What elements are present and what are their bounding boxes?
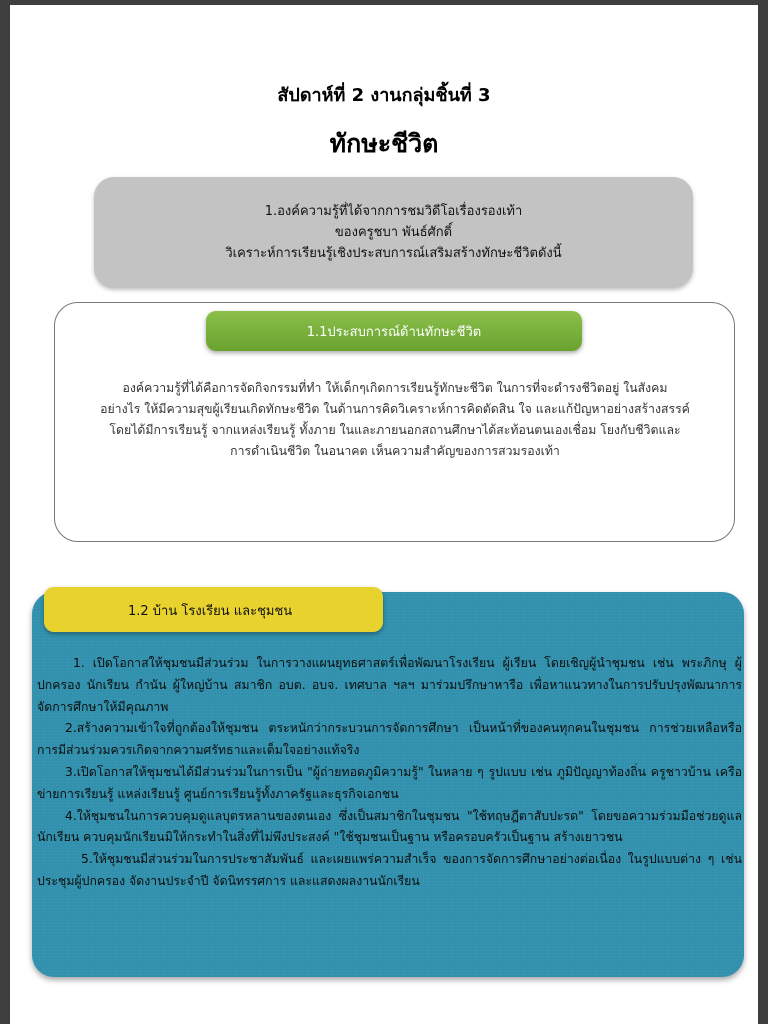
experience-text [60, 378, 730, 462]
community-paragraph: 4.ให้ชุมชนในการควบคุมดูแลบุตรหลานของตนเอง ซึ่งเป็นสมาชิกในชุมชน "ใช้ทฤษฎีตาสับปะรด" โดยขอความร่วมมือช่วยดูแลนักเรียน ควบคุมนักเรียนมิให้กระทำในสิ่งที่ไม่พึงประสงค์ "ใช้ชุมชนเป็นฐาน หรือครอบครัวเป็นฐาน สร้างเยาวชน [37, 808, 742, 845]
experience-line: โดยได้มีการเรียนรู้ จากแหล่งเรียนรู้ ทั้งภาย ในและภายนอกสถานศึกษาได้สะท้อนตนเองเชื่อม โยงกับชีวิตและ [109, 423, 681, 437]
assignment-box [94, 177, 693, 288]
section-1-2-header [44, 587, 383, 632]
experience-line: การดำเนินชีวิต ในอนาคต เห็นความสำคัญของการสวมรองเท้า [230, 444, 560, 458]
assignment-line-2: ของครูชบา พันธ์ศักดิ์ [334, 225, 453, 240]
week-title: สัปดาห์ที่ 2 งานกลุ่มชิ้นที่ 3 [277, 85, 491, 106]
section-1-1-title: 1.1ประสบการณ์ด้านทักษะชีวิต [306, 324, 482, 340]
community-paragraph: 1. เปิดโอกาสให้ชุมชนมีส่วนร่วม ในการวางแผนยุทธศาสตร์เพื่อพัฒนาโรงเรียน ผู้เรียน โดยเชิญผู้นำชุมชน เช่น พระภิกษุ ผู้ปกครอง นักเรียน กำนัน ผู้ใหญ่บ้าน สมาชิก อบต. อบจ. เทศบาล ฯลฯ มาร่วมปรึกษาหารือ เพื่อหาแนวทางในการปรับปรุงพัฒนาการจัดการศึกษาให้มีคุณภาพ [37, 656, 742, 714]
main-title: ทักษะชีวิต [329, 129, 439, 158]
community-list [37, 653, 742, 893]
section-1-1-header [206, 311, 582, 351]
experience-line: อย่างไร ให้มีความสุขผู้เรียนเกิดทักษะชีวิต ในด้านการคิดวิเคราะห์การคิดตัดสิน ใจ และแก้ปัญหาอย่างสร้างสรรค์ [100, 402, 690, 416]
experience-line: องค์ความรู้ที่ได้คือการจัดกิจกรรมที่ทำ ให้เด็กๆเกิดการเรียนรู้ทักษะชีวิต ในการที่จะดำรงชีวิตอยู่ ในสังคม [122, 381, 668, 395]
community-paragraph: 2.สร้างความเข้าใจที่ถูกต้องให้ชุมชน ตระหนักว่ากระบวนการจัดการศึกษา เป็นหน้าที่ของคนทุกคนในชุมชน การช่วยเหลือหรือการมีส่วนร่วมควรเกิดจากความศรัทธาและเต็มใจอย่างแท้จริง [37, 721, 742, 758]
assignment-line-3: วิเคราะห์การเรียนรู้เชิงประสบการณ์เสริมสร้างทักษะชีวิตดังนี้ [225, 246, 562, 261]
section-1-2-title: 1.2 บ้าน โรงเรียน และชุมชน [128, 604, 293, 619]
assignment-line-1: 1.องค์ความรู้ที่ได้จากการชมวิดีโอเรื่องรองเท้า [264, 204, 523, 219]
community-paragraph: 3.เปิดโอกาสให้ชุมชนได้มีส่วนร่วมในการเป็น "ผู้ถ่ายทอดภูมิความรู้" ในหลาย ๆ รูปแบบ เช่น ภูมิปัญญาท้องถิ่น ครูชาวบ้าน เครือข่ายการเรียนรู้ แหล่งเรียนรู้ ศูนย์การเรียนรู้ทั้งภาครัฐและธุรกิจเอกชน [37, 764, 742, 801]
community-paragraph: 5.ให้ชุมชนมีส่วนร่วมในการประชาสัมพันธ์ และเผยแพร่ความสำเร็จ ของการจัดการศึกษาอย่างต่อเนื่อง ในรูปแบบต่าง ๆ เช่น ประชุมผู้ปกครอง จัดงานประจำปี จัดนิทรรศการ และแสดงผลงานนักเรียน [37, 852, 742, 888]
